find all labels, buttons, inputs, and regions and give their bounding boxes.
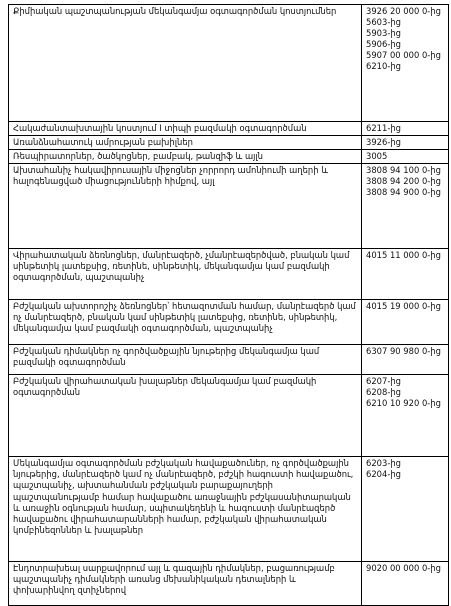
hs-code: 6210-ից: [366, 61, 401, 72]
table-row: [9, 249, 449, 300]
hs-code: 6204-ից: [366, 469, 401, 480]
hs-code: 5907 00 000 0-ից: [366, 50, 441, 61]
goods-description-cell: Մեկանգամյա օգտագործման բժշկական հավաքածուներ, ոչ գործվածքային նյութերից, մանրէազերծ կամ ոչ մանրէազերծ, բժշկի հագուստի հավաքածու, պաշտպանիչ, ախտահանման բժշկական բարաքայուղերի պաշտպանությամբ համար հավաքածու առաջնային բժշկասանիտարական և առաջին օգնության համար, սպիտակեղենի և հագուստի մանրէազերծ հավաքածու վիրահատարանների համար, բժշկական վիրահատական կոմբինեզոններ և խալաթներ: [9, 457, 362, 562]
hs-code-cell: [362, 5, 449, 122]
goods-codes-table: [8, 4, 449, 606]
goods-description-cell: Բժշկական դիմակներ ոչ գործվածքային նյութերից մեկանգամյա կամ բազմակի օգտագործման: [9, 345, 362, 375]
hs-code: 9020 00 000 0-ից: [366, 563, 441, 574]
goods-description-cell: Բժշկական վիրահատական խալաթներ մեկանգամյա կամ բազմակի օգտագործման: [9, 375, 362, 457]
hs-code: 3808 94 100 0-ից: [366, 165, 441, 176]
goods-description-cell: Բժշկական ախտորոշիչ ձեռնոցներ՝ հետազոտման համար, մանրէազերծ կամ ոչ մանրէազերծ, բնական կամ սինթետիկ լատեքսից, ռետինե, սինթետիկ, մեկանգամյա կամ բազմակի օգտագործման, պաշտպանիչ: [9, 300, 362, 345]
hs-code-cell: [362, 150, 449, 164]
goods-description-cell: Վիրահատական ձեռնոցներ, մանրէազերծ, չմանրէազերծված, բնական կամ սինթետիկ լատեքսից, ռետինե, սինթետիկ, մեկանգամյա կամ բազմակի օգտագործման, պաշտպանիչ: [9, 249, 362, 300]
hs-code-cell: [362, 122, 449, 136]
goods-description-cell: Էնդոտրախեալ սարքավորում այլ և գազային դիմակներ, բացառությամբ պաշտպանիչ դիմակների առանց մեխանիկական դետալների և փոխարինվող զտիչներով: [9, 562, 362, 606]
hs-code-cell: [362, 345, 449, 375]
goods-description-cell: Ախտահանիչ հակավիրուսային միջոցներ չորրորդ ամոնիումի աղերի և հալոգենացված միացությունների հիմքով, այլ: [9, 164, 362, 249]
hs-code: 4015 19 000 0-ից: [366, 301, 441, 312]
goods-description-cell: Հակաժանտախտային կոստյում I տիպի բազմակի օգտագործման: [9, 122, 362, 136]
goods-description-cell: Առանձնահատուկ ամրության բախիլներ: [9, 136, 362, 150]
hs-code-cell: [362, 562, 449, 606]
hs-code-cell: [362, 375, 449, 457]
goods-description-cell: Ռեսպիրատորներ, ծածկոցներ, բամբակ, թանզիֆ և այլն: [9, 150, 362, 164]
hs-code: 6208-ից: [366, 387, 401, 398]
hs-code: 6210 10 920 0-ից: [366, 398, 441, 409]
hs-code: 3808 94 900 0-ից: [366, 187, 441, 198]
table-row: [9, 5, 449, 122]
hs-code: 6211-ից: [366, 123, 401, 133]
hs-code-cell: [362, 136, 449, 150]
hs-code: 6203-ից: [366, 458, 401, 469]
table-row: [9, 457, 449, 562]
hs-code: 4015 11 000 0-ից: [366, 250, 441, 261]
hs-code-cell: [362, 457, 449, 562]
hs-code: 6307 90 980 0-ից: [366, 346, 441, 357]
table-row: [9, 164, 449, 249]
goods-description-cell: Քիմիական պաշտպանության մեկանգամյա օգտագործման կոստյումներ: [9, 5, 362, 122]
hs-code-cell: [362, 300, 449, 345]
hs-code-cell: [362, 164, 449, 249]
table-row: [9, 562, 449, 606]
hs-code: 5906-ից: [366, 39, 401, 50]
table-row: [9, 300, 449, 345]
table-row: [9, 136, 449, 150]
hs-code: 6207-ից: [366, 376, 401, 387]
hs-code: 3926 20 000 0-ից: [366, 6, 441, 16]
table-body: [9, 5, 449, 606]
hs-code: 3926-ից: [366, 137, 401, 148]
hs-code: 5903-ից: [366, 28, 401, 39]
hs-code: 5603-ից: [366, 17, 401, 28]
table-row: [9, 150, 449, 164]
hs-code-cell: [362, 249, 449, 300]
hs-code: 3005: [366, 151, 388, 162]
table-row: [9, 345, 449, 375]
table-row: [9, 122, 449, 136]
table-row: [9, 375, 449, 457]
hs-code: 3808 94 200 0-ից: [366, 176, 441, 187]
